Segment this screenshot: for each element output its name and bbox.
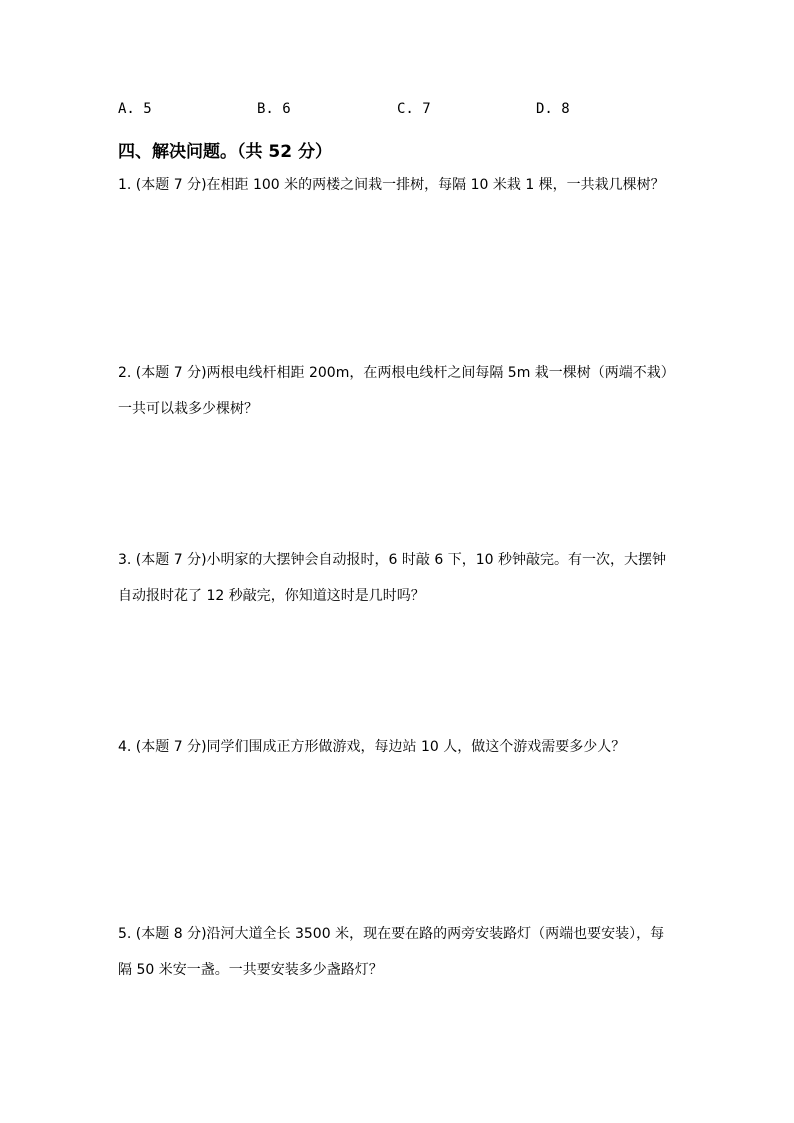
option-c: C. 7 <box>397 101 431 117</box>
option-d: D. 8 <box>536 101 570 117</box>
question-4: 4. (本题 7 分)同学们围成正方形做游戏，每边站 10 人，做这个游戏需要多少人？ <box>118 739 626 755</box>
question-2: 2. (本题 7 分)两根电线杆相距 200m，在两根电线杆之间每隔 5m 栽一棵树（两端不栽）一共可以栽多少棵树？ <box>118 365 675 417</box>
option-b: B. 6 <box>257 101 291 117</box>
question-1: 1. (本题 7 分)在相距 100 米的两楼之间栽一排树，每隔 10 米栽 1 棵，一共栽几棵树？ <box>118 177 665 193</box>
question-5: 5. (本题 8 分)沿河大道全长 3500 米，现在要在路的两旁安装路灯（两端也要安装），每隔 50 米安一盏。一共要安装多少盏路灯？ <box>118 926 665 978</box>
option-a: A. 5 <box>118 101 152 117</box>
section-title: 四、解决问题。（共 52 分） <box>118 142 332 162</box>
answer-options <box>118 101 678 123</box>
question-3: 3. (本题 7 分)小明家的大摆钟会自动报时，6 时敲 6 下，10 秒钟敲完。有一次，大摆钟自动报时花了 12 秒敲完，你知道这时是几时吗？ <box>118 552 666 604</box>
